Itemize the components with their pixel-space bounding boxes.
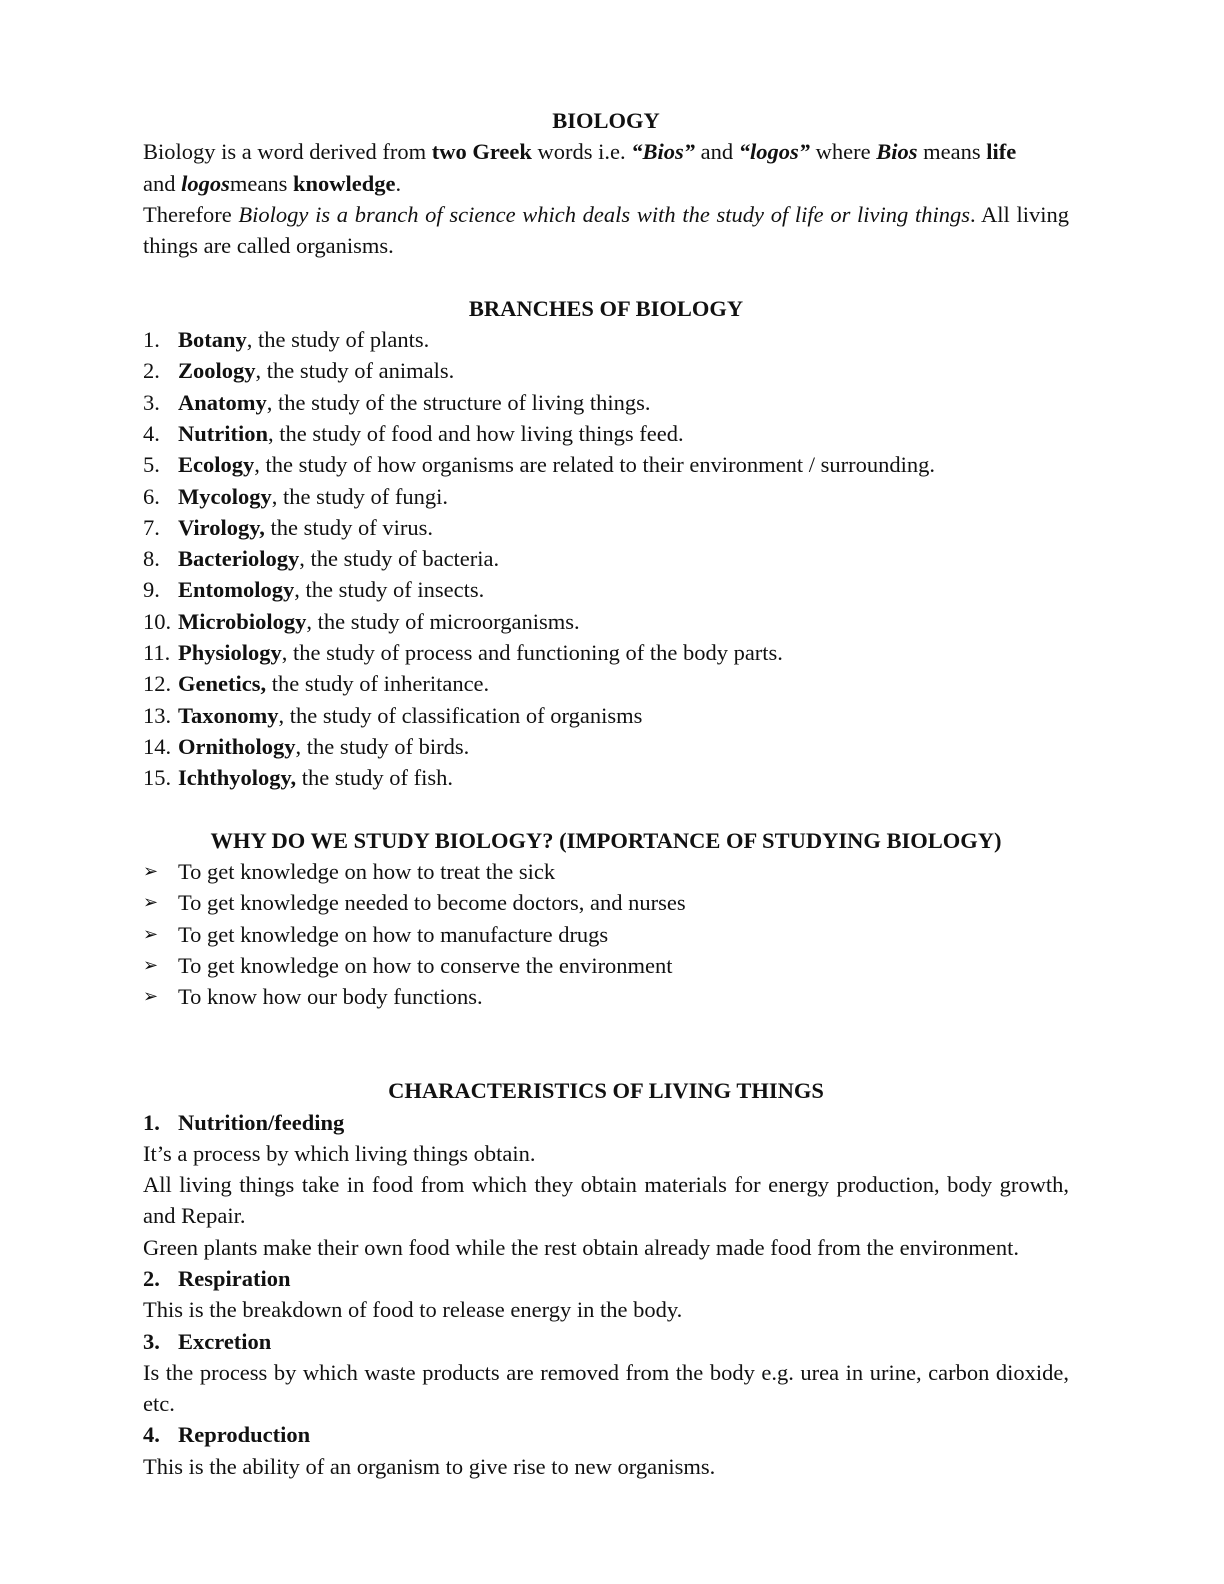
characteristic-name: Excretion bbox=[178, 1328, 272, 1354]
spacer bbox=[143, 261, 1069, 292]
item-text bbox=[178, 355, 454, 386]
why-reason: To get knowledge needed to become doctors, and nurses bbox=[178, 890, 686, 916]
list-item bbox=[143, 887, 1069, 918]
characteristic-title bbox=[143, 1326, 1069, 1357]
item-number: 1. bbox=[143, 327, 160, 353]
branch-description: , the study of insects. bbox=[294, 577, 485, 603]
item-number: 13. bbox=[143, 702, 172, 728]
characteristic-text: Is the process by which waste products are removed from the body e.g. urea in urine, carbon dioxide, etc. bbox=[143, 1359, 1069, 1417]
item-number: 7. bbox=[143, 514, 160, 540]
item-number: 11. bbox=[143, 640, 171, 666]
list-item bbox=[143, 981, 1069, 1012]
branch-term: Zoology bbox=[178, 358, 256, 384]
intro-logos-term: logos bbox=[181, 170, 230, 196]
item-text bbox=[178, 762, 453, 793]
why-reason: To know how our body functions. bbox=[178, 984, 483, 1010]
intro-life-term: life bbox=[986, 139, 1017, 165]
arrow-bullet-icon: ➢ bbox=[143, 955, 159, 977]
why-heading: WHY DO WE STUDY BIOLOGY? (IMPORTANCE OF STUDYING BIOLOGY) bbox=[210, 827, 1002, 853]
branch-term: Taxonomy bbox=[178, 702, 279, 728]
item-text bbox=[178, 606, 580, 637]
list-item bbox=[143, 355, 1069, 386]
branch-description: , the study of food and how living things feed. bbox=[268, 420, 684, 446]
spacer bbox=[143, 794, 1069, 825]
characteristics-heading: CHARACTERISTICS OF LIVING THINGS bbox=[388, 1078, 824, 1104]
branch-term: Ecology bbox=[178, 452, 255, 478]
list-item bbox=[143, 574, 1069, 605]
characteristic-text: It’s a process by which living things obtain. bbox=[143, 1140, 536, 1166]
intro-text: and bbox=[695, 139, 739, 165]
branch-description: , the study of classification of organisms bbox=[278, 702, 643, 728]
why-reason: To get knowledge on how to manufacture drugs bbox=[178, 921, 609, 947]
item-number: 5. bbox=[143, 452, 160, 478]
branch-term: Ornithology bbox=[178, 733, 296, 759]
list-item bbox=[143, 481, 1069, 512]
intro-logos-quote: “logos” bbox=[738, 139, 811, 165]
item-number: 4. bbox=[143, 420, 160, 446]
list-item bbox=[143, 512, 1069, 543]
arrow-bullet-icon: ➢ bbox=[143, 892, 159, 914]
list-item bbox=[143, 606, 1069, 637]
intro-text: where bbox=[810, 139, 877, 165]
characteristic-title bbox=[143, 1107, 1069, 1138]
biology-definition: Biology is a branch of science which deals with the study of life or living things bbox=[238, 201, 970, 227]
list-item bbox=[143, 543, 1069, 574]
characteristic-text: Green plants make their own food while the rest obtain already made food from the environment. bbox=[143, 1234, 1019, 1260]
intro-text: means bbox=[917, 139, 987, 165]
item-number: 6. bbox=[143, 483, 160, 509]
definition-text: Therefore bbox=[143, 201, 239, 227]
intro-text: Biology is a word derived from bbox=[143, 139, 432, 165]
intro-text: and bbox=[143, 170, 182, 196]
item-number: 10. bbox=[143, 608, 172, 634]
branch-term: Nutrition bbox=[178, 420, 268, 446]
branch-term: Anatomy bbox=[178, 389, 267, 415]
branch-term: Mycology bbox=[178, 483, 272, 509]
list-item bbox=[143, 762, 1069, 793]
item-text bbox=[178, 449, 935, 480]
intro-knowledge-term: knowledge bbox=[293, 170, 396, 196]
branch-description: , the study of process and functioning of the body parts. bbox=[281, 640, 783, 666]
item-number: 2. bbox=[143, 358, 160, 384]
list-item bbox=[143, 700, 1069, 731]
item-text bbox=[178, 418, 684, 449]
characteristic-name: Nutrition/feeding bbox=[178, 1109, 345, 1135]
list-item bbox=[143, 731, 1069, 762]
branch-description: , the study of animals. bbox=[255, 358, 455, 384]
item-number: 3. bbox=[143, 389, 160, 415]
item-text bbox=[178, 512, 433, 543]
branch-description: the study of inheritance. bbox=[266, 671, 490, 697]
branch-term: Physiology bbox=[178, 640, 282, 666]
list-item bbox=[143, 449, 1069, 480]
intro-bios-quote: “Bios” bbox=[631, 139, 696, 165]
characteristic-title bbox=[143, 1263, 1069, 1294]
list-item bbox=[143, 387, 1069, 418]
item-number: 15. bbox=[143, 765, 172, 791]
item-text bbox=[178, 668, 489, 699]
item-number: 8. bbox=[143, 546, 160, 572]
item-text bbox=[178, 543, 499, 574]
why-reason: To get knowledge on how to conserve the environment bbox=[178, 953, 673, 979]
definition-text: . All living things are called organisms. bbox=[143, 201, 1070, 259]
spacer bbox=[143, 1013, 1069, 1076]
item-number: 3. bbox=[143, 1328, 160, 1354]
item-number: 2. bbox=[143, 1265, 160, 1291]
item-text bbox=[178, 324, 429, 355]
item-text bbox=[178, 700, 642, 731]
branch-description: , the study of birds. bbox=[295, 733, 470, 759]
branch-term: Virology, bbox=[178, 514, 265, 540]
list-item bbox=[143, 637, 1069, 668]
item-number: 9. bbox=[143, 577, 160, 603]
intro-text: words i.e. bbox=[531, 139, 632, 165]
branch-description: , the study of microorganisms. bbox=[306, 608, 580, 634]
branch-term: Microbiology bbox=[178, 608, 307, 634]
item-text bbox=[178, 387, 650, 418]
branch-term: Botany bbox=[178, 327, 247, 353]
list-item bbox=[143, 418, 1069, 449]
characteristic-title bbox=[143, 1419, 1069, 1450]
item-number: 14. bbox=[143, 733, 172, 759]
branch-description: , the study of fungi. bbox=[271, 483, 448, 509]
branch-description: , the study of the structure of living things. bbox=[266, 389, 651, 415]
intro-paragraph bbox=[143, 136, 1069, 199]
item-text bbox=[178, 637, 783, 668]
item-text bbox=[178, 574, 484, 605]
intro-bios-term: Bios bbox=[876, 139, 918, 165]
intro-text: . bbox=[395, 170, 402, 196]
why-reason: To get knowledge on how to treat the sick bbox=[178, 859, 556, 885]
list-item bbox=[143, 856, 1069, 887]
branch-term: Genetics, bbox=[178, 671, 267, 697]
branch-description: the study of virus. bbox=[264, 514, 434, 540]
why-list bbox=[143, 856, 1069, 1012]
branch-term: Bacteriology bbox=[178, 546, 300, 572]
item-number: 1. bbox=[143, 1109, 160, 1135]
arrow-bullet-icon: ➢ bbox=[143, 986, 159, 1008]
item-text bbox=[178, 481, 448, 512]
list-item bbox=[143, 668, 1069, 699]
item-text bbox=[178, 731, 469, 762]
branches-list bbox=[143, 324, 1069, 793]
page-title: BIOLOGY bbox=[552, 108, 660, 133]
branch-description: , the study of bacteria. bbox=[299, 546, 500, 572]
branch-term: Ichthyology, bbox=[178, 765, 297, 791]
arrow-bullet-icon: ➢ bbox=[143, 923, 159, 945]
branch-description: , the study of how organisms are related to their environment / surrounding. bbox=[254, 452, 935, 478]
branches-heading: BRANCHES OF BIOLOGY bbox=[468, 295, 744, 321]
arrow-bullet-icon: ➢ bbox=[143, 861, 159, 883]
branch-description: the study of fish. bbox=[296, 765, 454, 791]
list-item bbox=[143, 324, 1069, 355]
intro-text: means bbox=[229, 170, 293, 196]
list-item bbox=[143, 950, 1069, 981]
characteristic-text: This is the ability of an organism to give rise to new organisms. bbox=[143, 1453, 716, 1479]
document-page bbox=[143, 105, 1069, 1482]
characteristic-name: Reproduction bbox=[178, 1422, 311, 1448]
characteristic-text: This is the breakdown of food to release energy in the body. bbox=[143, 1297, 683, 1323]
list-item bbox=[143, 919, 1069, 950]
item-number: 4. bbox=[143, 1422, 160, 1448]
definition-paragraph bbox=[143, 199, 1069, 262]
item-number: 12. bbox=[143, 671, 172, 697]
intro-bold-two-greek: two Greek bbox=[431, 139, 532, 165]
branch-term: Entomology bbox=[178, 577, 295, 603]
characteristic-name: Respiration bbox=[178, 1265, 291, 1291]
characteristic-text: All living things take in food from which they obtain materials for energy production, body growth, and Repair. bbox=[143, 1172, 1069, 1229]
branch-description: , the study of plants. bbox=[246, 327, 430, 353]
